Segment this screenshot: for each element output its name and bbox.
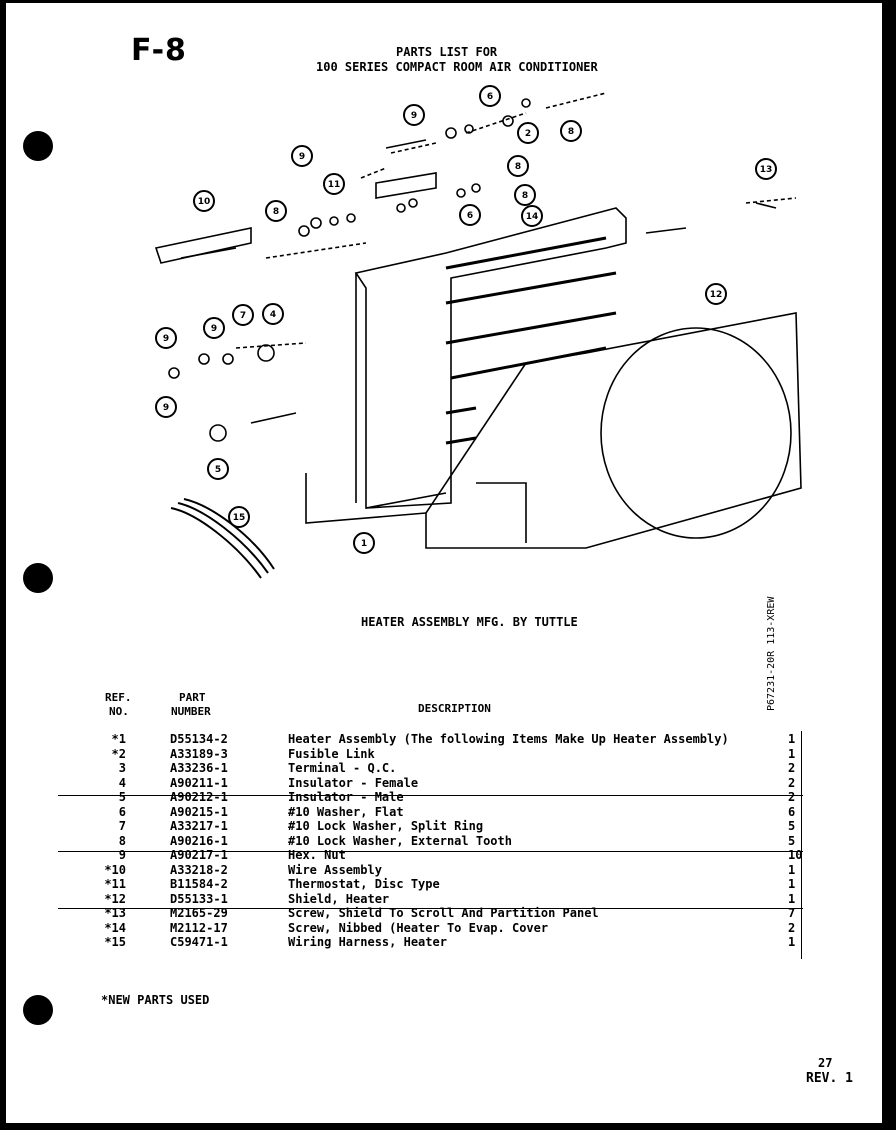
diagram-caption: HEATER ASSEMBLY MFG. BY TUTTLE — [361, 615, 578, 629]
svg-text:14: 14 — [525, 212, 539, 222]
svg-text:6: 6 — [466, 211, 474, 221]
quantity-cell: 1 — [788, 891, 796, 906]
part-number-cell: D55133-1 — [170, 891, 228, 906]
part-number-cell: D55134-2 — [170, 732, 228, 746]
quantity-cell: 10 — [788, 848, 803, 862]
callout-4 — [263, 304, 283, 324]
svg-text:4: 4 — [269, 310, 277, 320]
part-number-cell: A90212-1 — [170, 790, 228, 804]
callout-5 — [208, 459, 228, 479]
callout-11 — [324, 174, 344, 194]
callout-8d — [508, 156, 528, 176]
callout-9c — [292, 146, 312, 166]
ref-cell: 3 — [118, 761, 126, 775]
part-number-cell: C59471-1 — [170, 935, 228, 949]
svg-text:15: 15 — [232, 513, 246, 523]
description-cell: Wire Assembly — [288, 862, 382, 877]
footnote: *NEW PARTS USED — [101, 993, 210, 1007]
description-cell: Terminal - Q.C. — [288, 761, 397, 775]
description-cell: Shield, Heater — [288, 891, 390, 906]
ref-cell: *10 — [104, 862, 126, 877]
ref-cell: *15 — [104, 935, 126, 949]
drawing-code: P67231-20R 113-XREW — [766, 596, 777, 711]
part-number-cell: A90217-1 — [170, 848, 228, 862]
callout-8c — [266, 201, 286, 221]
callout-6 — [460, 205, 480, 225]
quantity-cell: 1 — [788, 746, 796, 761]
callout-9e — [204, 318, 224, 338]
callout-12 — [706, 284, 726, 304]
ref-cell: 9 — [118, 848, 126, 862]
callout-8b — [561, 121, 581, 141]
exploded-parts-diagram — [6, 3, 882, 603]
part-number-cell: A33236-1 — [170, 761, 228, 775]
part-number-cell: A33189-3 — [170, 746, 228, 761]
description-cell: Screw, Shield To Scroll And Partition Panel — [288, 906, 599, 920]
quantity-cell: 2 — [788, 761, 796, 775]
header-part: PART — [179, 691, 206, 704]
ref-cell: 7 — [118, 819, 126, 833]
part-number-cell: M2165-29 — [170, 906, 228, 920]
callout-6b — [480, 86, 500, 106]
svg-text:10: 10 — [197, 197, 211, 207]
ref-cell: 4 — [118, 775, 126, 790]
header-ref-no: NO. — [109, 705, 129, 718]
quantity-cell: 7 — [788, 906, 796, 920]
heater-frame — [356, 208, 626, 508]
callout-9 — [156, 397, 176, 417]
quantity-cell: 2 — [788, 775, 796, 790]
row-divider — [58, 795, 803, 796]
part-number-cell: A33217-1 — [170, 819, 228, 833]
description-cell: #10 Washer, Flat — [288, 804, 404, 819]
svg-text:7: 7 — [239, 311, 247, 321]
quantity-cell: 1 — [788, 732, 796, 746]
description-cell: Insulator - Female — [288, 775, 419, 790]
callout-9b — [404, 105, 424, 125]
quantity-cell: 5 — [788, 833, 796, 848]
description-cell: Fusible Link — [288, 746, 375, 761]
svg-text:8: 8 — [567, 127, 575, 137]
part-number-cell: A90211-1 — [170, 775, 228, 790]
callout-8 — [515, 185, 535, 205]
quantity-cell: 2 — [788, 920, 796, 935]
svg-text:9: 9 — [162, 403, 170, 413]
svg-text:6: 6 — [486, 92, 494, 102]
header-part-number: NUMBER — [171, 705, 211, 718]
svg-text:1: 1 — [360, 539, 368, 549]
sheet-code: F-8 — [131, 33, 187, 68]
svg-text:9: 9 — [298, 152, 306, 162]
header-description: DESCRIPTION — [418, 702, 491, 715]
ref-cell: 5 — [118, 790, 126, 804]
parts-list-page — [6, 3, 882, 1123]
callout-1 — [354, 533, 374, 553]
description-cell: Thermostat, Disc Type — [288, 877, 440, 891]
description-cell: Hex. Nut — [288, 848, 346, 862]
header-ref: REF. — [105, 691, 132, 704]
description-cell: Heater Assembly (The following Items Make Up Heater Assembly) — [288, 732, 729, 746]
part-number-cell: A33218-2 — [170, 862, 228, 877]
callout-9d — [156, 328, 176, 348]
svg-text:9: 9 — [410, 111, 418, 121]
qty-rule — [801, 731, 802, 959]
page-number: 27 — [818, 1056, 833, 1070]
part-number-cell: A90216-1 — [170, 833, 228, 848]
description-cell: Insulator - Male — [288, 790, 404, 804]
ref-cell: 8 — [118, 833, 126, 848]
heater-shield — [426, 313, 801, 548]
page-title: PARTS LIST FOR — [396, 45, 498, 59]
ref-cell: *2 — [111, 746, 126, 761]
fan-opening — [601, 328, 791, 538]
part-number-cell: M2112-17 — [170, 920, 228, 935]
row-divider — [58, 908, 803, 909]
svg-text:12: 12 — [709, 290, 723, 300]
page-subtitle: 100 SERIES COMPACT ROOM AIR CONDITIONER — [316, 60, 598, 74]
callout-14 — [522, 206, 542, 226]
description-cell: Wiring Harness, Heater — [288, 935, 447, 949]
revision: REV. 1 — [806, 1071, 853, 1086]
ref-cell: *12 — [104, 891, 126, 906]
callout-2 — [518, 123, 538, 143]
ref-cell: *14 — [104, 920, 126, 935]
quantity-cell: 5 — [788, 819, 796, 833]
quantity-cell: 6 — [788, 804, 796, 819]
ref-cell: *1 — [111, 732, 126, 746]
svg-text:11: 11 — [327, 180, 341, 190]
quantity-cell: 1 — [788, 862, 796, 877]
svg-text:2: 2 — [524, 129, 532, 139]
callout-10 — [194, 191, 214, 211]
svg-text:8: 8 — [272, 207, 280, 217]
part-number-cell: B11584-2 — [170, 877, 228, 891]
svg-text:13: 13 — [759, 165, 773, 175]
ref-cell: 6 — [118, 804, 126, 819]
quantity-cell: 2 — [788, 790, 796, 804]
description-cell: Screw, Nibbed (Heater To Evap. Cover — [288, 920, 549, 935]
svg-text:9: 9 — [210, 324, 218, 334]
ref-cell: *11 — [104, 877, 126, 891]
part-number-cell: A90215-1 — [170, 804, 228, 819]
svg-text:9: 9 — [162, 334, 170, 344]
svg-text:8: 8 — [521, 191, 529, 201]
callout-15 — [229, 507, 249, 527]
description-cell: #10 Lock Washer, Split Ring — [288, 819, 484, 833]
ref-cell: *13 — [104, 906, 126, 920]
callout-7 — [233, 305, 253, 325]
description-cell: #10 Lock Washer, External Tooth — [288, 833, 512, 848]
callout-13 — [756, 159, 776, 179]
svg-text:5: 5 — [214, 465, 222, 475]
binder-hole-bottom — [23, 995, 53, 1025]
row-divider — [58, 851, 803, 852]
svg-text:8: 8 — [514, 162, 522, 172]
quantity-cell: 1 — [788, 935, 796, 949]
quantity-cell: 1 — [788, 877, 796, 891]
